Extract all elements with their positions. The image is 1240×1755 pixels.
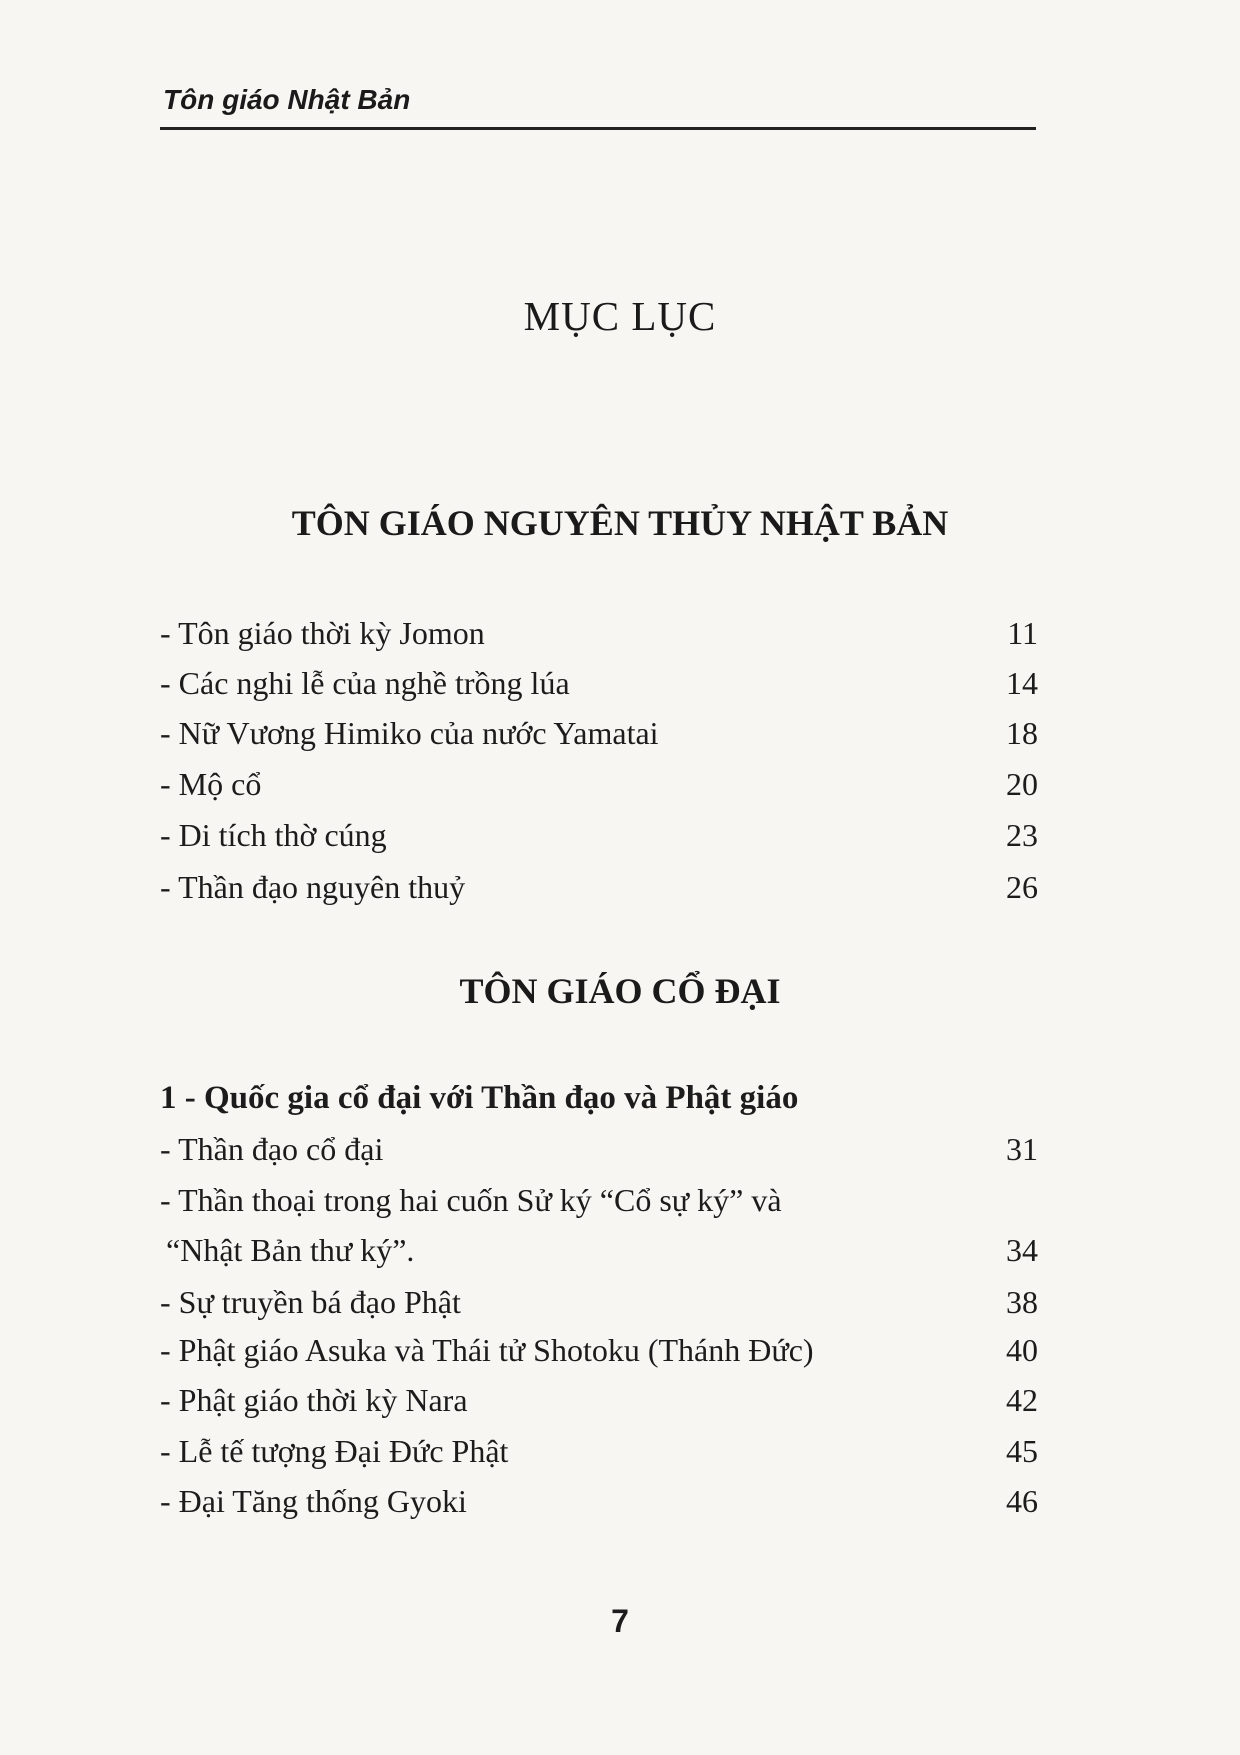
toc-entry [160, 1480, 1038, 1522]
toc-entry-text: - Phật giáo Asuka và Thái tử Shotoku (Thánh Đức) [160, 1332, 814, 1368]
toc-entry-page: 45 [1006, 1433, 1038, 1469]
section-title-primitive: TÔN GIÁO NGUYÊN THỦY NHẬT BẢN [291, 503, 949, 543]
toc-entry [160, 1179, 1038, 1221]
toc-entry-page: 23 [1006, 817, 1038, 853]
toc-entry [160, 814, 1038, 856]
toc-entry [160, 612, 1038, 654]
toc-entry [160, 1281, 1038, 1323]
toc-entry [160, 763, 1038, 805]
toc-entry-text: - Thần đạo nguyên thuỷ [160, 869, 466, 905]
running-header: Tôn giáo Nhật Bản [163, 84, 411, 115]
toc-entry-text: - Di tích thờ cúng [160, 817, 387, 853]
toc-entry-text: - Đại Tăng thống Gyoki [160, 1483, 467, 1519]
toc-entry [160, 1379, 1038, 1421]
toc-entry-page: 34 [1006, 1232, 1038, 1268]
toc-entry-text: - Phật giáo thời kỳ Nara [160, 1382, 468, 1418]
toc-entry-page: 46 [1006, 1483, 1038, 1519]
toc-entry-text: - Các nghi lễ của nghề trồng lúa [160, 665, 570, 701]
toc-entry [160, 1128, 1038, 1170]
toc-entry-text: - Sự truyền bá đạo Phật [160, 1284, 461, 1320]
toc-entry-page: 31 [1006, 1131, 1038, 1167]
toc-entry [160, 1430, 1038, 1472]
toc-entry-text: - Thần đạo cổ đại [160, 1131, 384, 1167]
toc-entry-page: 18 [1006, 715, 1038, 751]
toc-entry-page: 38 [1006, 1284, 1038, 1320]
toc-entry [160, 1229, 1038, 1271]
section-subheading: 1 - Quốc gia cổ đại với Thần đạo và Phật giáo [160, 1080, 799, 1116]
header-rule [160, 127, 1036, 130]
toc-entry-text: - Mộ cổ [160, 766, 262, 802]
toc-entry [160, 662, 1038, 704]
toc-entry-page: 20 [1006, 766, 1038, 802]
toc-entry-page: 14 [1006, 665, 1038, 701]
toc-entry [160, 712, 1038, 754]
toc-entry [160, 1329, 1038, 1371]
toc-entry [160, 866, 1038, 908]
toc-entry-text: - Thần thoại trong hai cuốn Sử ký “Cổ sự ký” và [160, 1182, 782, 1218]
toc-entry-text: - Tôn giáo thời kỳ Jomon [160, 615, 485, 651]
toc-entry-page: 11 [1007, 615, 1038, 651]
toc-entry-text: - Lễ tế tượng Đại Đức Phật [160, 1433, 509, 1469]
section-title-ancient: TÔN GIÁO CỔ ĐẠI [459, 971, 781, 1011]
toc-entry-page: 26 [1006, 869, 1038, 905]
page-number: 7 [611, 1603, 629, 1639]
toc-entry-page: 40 [1006, 1332, 1038, 1368]
toc-entry-text: “Nhật Bản thư ký”. [166, 1232, 415, 1268]
toc-title: MỤC LỤC [523, 293, 717, 339]
toc-entry-page: 42 [1006, 1382, 1038, 1418]
toc-entry-text: - Nữ Vương Himiko của nước Yamatai [160, 715, 659, 751]
